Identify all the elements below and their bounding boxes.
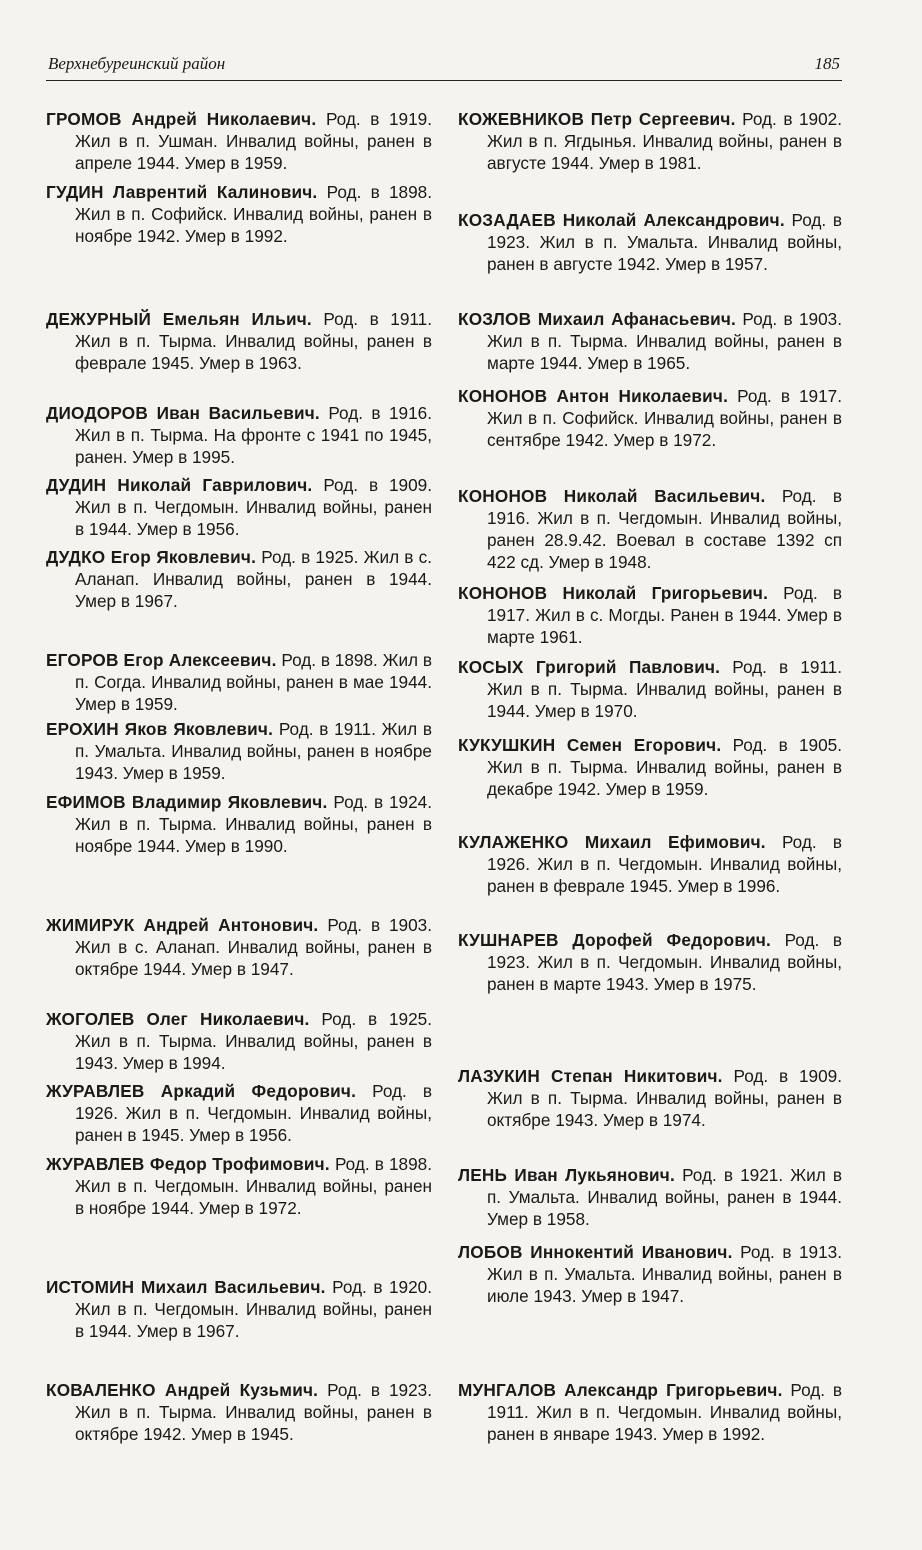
entry-name: ЛОБОВ Иннокентий Иванович.	[458, 1242, 733, 1262]
entry-text: Род. в 1902. Жил в п. Ягдынья. Инвалид войны, ранен в августе 1944. Умер в 1981.	[487, 109, 842, 173]
biography-entry	[46, 649, 432, 715]
entry-text: Род. в 1909. Жил в п. Тырма. Инвалид войны, ранен в октябре 1943. Умер в 1974.	[487, 1066, 842, 1130]
entry-name: ЖУРАВЛЕВ Федор Трофимович.	[46, 1154, 330, 1174]
entry-name: КОЗЛОВ Михаил Афанасьевич.	[458, 309, 737, 329]
entry-text: Род. в 1905. Жил в п. Тырма. Инвалид войны, ранен в декабре 1942. Умер в 1959.	[487, 735, 842, 799]
biography-entry	[46, 474, 432, 540]
biography-entry	[458, 582, 842, 648]
entry-text: Род. в 1925. Жил в п. Тырма. Инвалид войны, ранен в 1943. Умер в 1994.	[75, 1009, 433, 1073]
biography-entry	[46, 108, 432, 174]
entry-name: КОНОНОВ Николай Васильевич.	[458, 486, 766, 506]
entry-text: Род. в 1909. Жил в п. Чегдомын. Инвалид войны, ранен в 1944. Умер в 1956.	[75, 475, 433, 539]
biography-entry	[458, 929, 842, 995]
entry-name: ДИОДОРОВ Иван Васильевич.	[46, 403, 320, 423]
entry-name: КУЛАЖЕНКО Михаил Ефимович.	[458, 832, 766, 852]
entry-text: Род. в 1926. Жил в п. Чегдомын. Инвалид войны, ранен в феврале 1945. Умер в 1996.	[487, 832, 843, 896]
biography-entry	[46, 914, 432, 980]
page-header	[46, 52, 842, 81]
biography-entry	[46, 546, 432, 612]
biography-entry	[458, 1379, 842, 1445]
biography-entry	[458, 831, 842, 897]
entry-name: ЕГОРОВ Егор Алексеевич.	[46, 650, 277, 670]
entry-name: ЕФИМОВ Владимир Яковлевич.	[46, 792, 328, 812]
entry-name: КОЗАДАЕВ Николай Александрович.	[458, 210, 785, 230]
entry-name: ДУДИН Николай Гаврилович.	[46, 475, 313, 495]
entry-name: КУШНАРЕВ Дорофей Федорович.	[458, 930, 772, 950]
page-number: 185	[814, 54, 840, 73]
entry-text: Род. в 1920. Жил в п. Чегдомын. Инвалид войны, ранен в 1944. Умер в 1967.	[75, 1277, 433, 1341]
entry-name: ЖУРАВЛЕВ Аркадий Федорович.	[46, 1081, 357, 1101]
entry-name: ЛАЗУКИН Степан Никитович.	[458, 1066, 723, 1086]
entry-name: ЛЕНЬ Иван Лукьянович.	[458, 1165, 675, 1185]
biography-entry	[458, 308, 842, 374]
entry-text: Род. в 1898. Жил в п. Софийск. Инвалид войны, ранен в ноябре 1942. Умер в 1992.	[75, 182, 432, 246]
biography-entry	[458, 1164, 842, 1230]
entry-name: КОСЫХ Григорий Павлович.	[458, 657, 721, 677]
biography-entry	[458, 209, 842, 275]
biography-entry	[458, 385, 842, 451]
biography-entry	[46, 1276, 432, 1342]
biography-entry	[46, 1379, 432, 1445]
entry-text: Род. в 1923. Жил в п. Умальта. Инвалид войны, ранен в августе 1942. Умер в 1957.	[487, 210, 842, 274]
entry-name: ДУДКО Егор Яковлевич.	[46, 547, 257, 567]
entry-name: ДЕЖУРНЫЙ Емельян Ильич.	[46, 309, 312, 329]
biography-entry	[46, 1080, 432, 1146]
biography-entry	[46, 1008, 432, 1074]
entry-text: Род. в 1923. Жил в п. Тырма. Инвалид войны, ранен в октябре 1942. Умер в 1945.	[75, 1380, 432, 1444]
biography-entry	[46, 181, 432, 247]
entry-text: Род. в 1919. Жил в п. Ушман. Инвалид войны, ранен в апреле 1944. Умер в 1959.	[75, 109, 433, 173]
entry-name: КОНОНОВ Антон Николаевич.	[458, 386, 729, 406]
entry-text: Род. в 1916. Жил в п. Тырма. На фронте с 1941 по 1945, ранен. Умер в 1995.	[75, 403, 432, 467]
biography-entry	[458, 485, 842, 573]
entry-name: КОНОНОВ Николай Григорьевич.	[458, 583, 769, 603]
biography-entry	[458, 108, 842, 174]
entry-name: КУКУШКИН Семен Егорович.	[458, 735, 722, 755]
entry-text: Род. в 1923. Жил в п. Чегдомын. Инвалид войны, ранен в марте 1943. Умер в 1975.	[487, 930, 842, 994]
entry-name: ГРОМОВ Андрей Николаевич.	[46, 109, 317, 129]
entry-name: МУНГАЛОВ Александр Григорьевич.	[458, 1380, 783, 1400]
entry-name: ГУДИН Лаврентий Калинович.	[46, 182, 318, 202]
entry-text: Род. в 1911. Жил в п. Тырма. Инвалид войны, ранен в феврале 1945. Умер в 1963.	[75, 309, 432, 373]
biography-entry	[46, 718, 432, 784]
entry-name: ЕРОХИН Яков Яковлевич.	[46, 719, 274, 739]
entry-text: Род. в 1926. Жил в п. Чегдомын. Инвалид войны, ранен в 1945. Умер в 1956.	[75, 1081, 432, 1145]
entry-text: Род. в 1917. Жил в с. Могды. Ранен в 1944. Умер в марте 1961.	[487, 583, 842, 647]
entry-name: ИСТОМИН Михаил Васильевич.	[46, 1277, 326, 1297]
biography-entry	[46, 1153, 432, 1219]
entry-text: Род. в 1903. Жил в п. Тырма. Инвалид войны, ранен в марте 1944. Умер в 1965.	[487, 309, 843, 373]
biography-entry	[458, 656, 842, 722]
entry-text: Род. в 1898. Жил в п. Согда. Инвалид войны, ранен в мае 1944. Умер в 1959.	[75, 650, 432, 714]
biography-entry	[46, 308, 432, 374]
biography-entry	[46, 402, 432, 468]
entry-text: Род. в 1925. Жил в с. Аланап. Инвалид войны, ранен в 1944. Умер в 1967.	[75, 547, 432, 611]
running-head-district: Верхнебуреинский район	[48, 54, 226, 73]
entry-name: ЖОГОЛЕВ Олег Николаевич.	[46, 1009, 310, 1029]
biography-entry	[458, 1065, 842, 1131]
biography-entry	[458, 734, 842, 800]
entry-text: Род. в 1903. Жил в с. Аланап. Инвалид войны, ранен в октябре 1944. Умер в 1947.	[75, 915, 433, 979]
entry-text: Род. в 1916. Жил в п. Чегдомын. Инвалид войны, ранен 28.9.42. Воевал в составе 1392 сп 422 сд. Умер в 1948.	[487, 486, 842, 572]
entry-text: Род. в 1924. Жил в п. Тырма. Инвалид войны, ранен в ноябре 1944. Умер в 1990.	[75, 792, 433, 856]
entry-name: КОЖЕВНИКОВ Петр Сергеевич.	[458, 109, 736, 129]
entry-text: Род. в 1913. Жил в п. Умальта. Инвалид войны, ранен в июле 1943. Умер в 1947.	[487, 1242, 843, 1306]
entry-text: Род. в 1911. Жил в п. Чегдомын. Инвалид войны, ранен в январе 1943. Умер в 1992.	[487, 1380, 842, 1444]
entry-name: ЖИМИРУК Андрей Антонович.	[46, 915, 319, 935]
entry-name: КОВАЛЕНКО Андрей Кузьмич.	[46, 1380, 319, 1400]
entry-text: Род. в 1911. Жил в п. Тырма. Инвалид войны, ранен в 1944. Умер в 1970.	[487, 657, 842, 721]
entry-text: Род. в 1911. Жил в п. Умальта. Инвалид войны, ранен в ноябре 1943. Умер в 1959.	[75, 719, 433, 783]
biography-entry	[46, 791, 432, 857]
biography-entry	[458, 1241, 842, 1307]
entry-text: Род. в 1921. Жил в п. Умальта. Инвалид войны, ранен в 1944. Умер в 1958.	[487, 1165, 842, 1229]
entry-text: Род. в 1898. Жил в п. Чегдомын. Инвалид войны, ранен в ноябре 1944. Умер в 1972.	[75, 1154, 433, 1218]
entry-text: Род. в 1917. Жил в п. Софийск. Инвалид войны, ранен в сентябре 1942. Умер в 1972.	[487, 386, 842, 450]
